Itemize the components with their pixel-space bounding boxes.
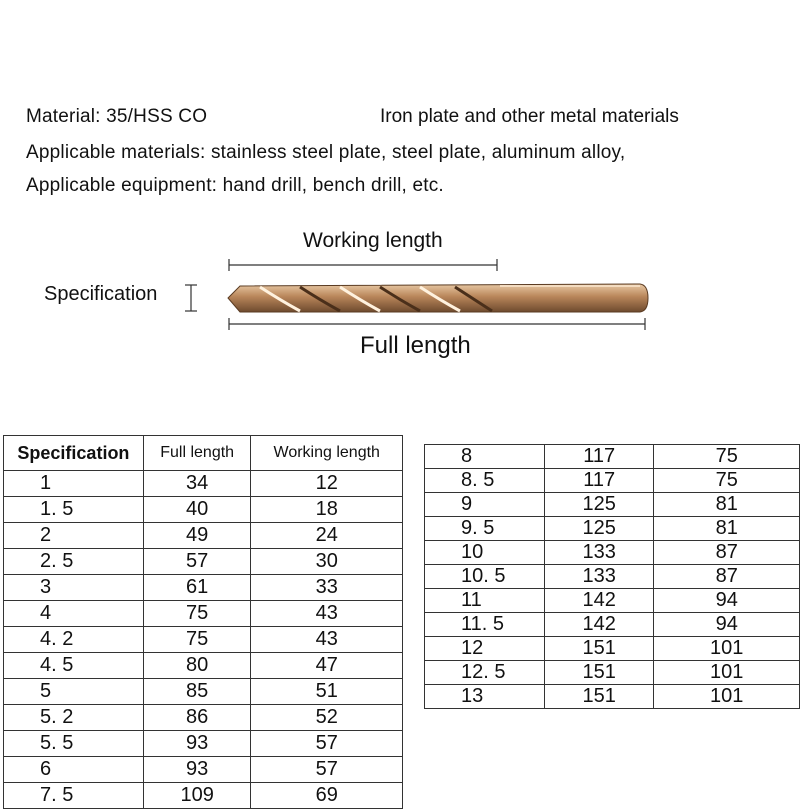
table-row (425, 685, 800, 709)
spec-table-right (424, 444, 800, 709)
cell-full-length: 142 (544, 589, 654, 613)
cell-specification: 9. 5 (425, 517, 545, 541)
cell-full-length: 34 (143, 471, 251, 497)
table-row (425, 541, 800, 565)
cell-working-length: 75 (654, 445, 800, 469)
cell-specification: 11 (425, 589, 545, 613)
cell-working-length: 81 (654, 493, 800, 517)
cell-specification: 10 (425, 541, 545, 565)
applicable-equipment-text: Applicable equipment: hand drill, bench drill, etc. (26, 175, 444, 196)
cell-specification: 6 (4, 757, 144, 783)
cell-working-length: 81 (654, 517, 800, 541)
cell-specification: 9 (425, 493, 545, 517)
table-row (425, 613, 800, 637)
cell-specification: 7. 5 (4, 783, 144, 809)
table-row (4, 679, 403, 705)
cell-full-length: 133 (544, 565, 654, 589)
cell-working-length: 47 (251, 653, 403, 679)
table-row (4, 575, 403, 601)
full-length-dimension (229, 318, 645, 330)
cell-full-length: 80 (143, 653, 251, 679)
cell-specification: 12 (425, 637, 545, 661)
cell-full-length: 57 (143, 549, 251, 575)
cell-specification: 13 (425, 685, 545, 709)
spec-table-left (3, 435, 403, 809)
table-row (425, 589, 800, 613)
cell-specification: 2 (4, 523, 144, 549)
header-working-length: Working length (251, 436, 403, 471)
table-row (4, 757, 403, 783)
cell-specification: 11. 5 (425, 613, 545, 637)
cell-specification: 8. 5 (425, 469, 545, 493)
header-specification: Specification (4, 436, 144, 471)
cell-specification: 10. 5 (425, 565, 545, 589)
table-row (425, 661, 800, 685)
cell-working-length: 12 (251, 471, 403, 497)
table-row (4, 497, 403, 523)
header-full-length: Full length (143, 436, 251, 471)
cell-specification: 8 (425, 445, 545, 469)
specification-label: Specification (44, 283, 158, 305)
table-row (425, 445, 800, 469)
table-row (4, 705, 403, 731)
cell-full-length: 75 (143, 601, 251, 627)
cell-full-length: 117 (544, 469, 654, 493)
cell-full-length: 49 (143, 523, 251, 549)
material-extra-text: Iron plate and other metal materials (380, 106, 679, 127)
table-row (425, 637, 800, 661)
table-row (4, 601, 403, 627)
cell-full-length: 133 (544, 541, 654, 565)
cell-specification: 4. 2 (4, 627, 144, 653)
cell-full-length: 109 (143, 783, 251, 809)
cell-full-length: 125 (544, 493, 654, 517)
cell-working-length: 43 (251, 601, 403, 627)
cell-specification: 4. 5 (4, 653, 144, 679)
table-row (425, 493, 800, 517)
specification-marker (185, 285, 197, 311)
full-length-label: Full length (360, 332, 471, 359)
cell-working-length: 101 (654, 661, 800, 685)
cell-working-length: 57 (251, 731, 403, 757)
table-row (425, 517, 800, 541)
cell-working-length: 30 (251, 549, 403, 575)
cell-working-length: 57 (251, 757, 403, 783)
table-row (425, 565, 800, 589)
table-row (4, 471, 403, 497)
cell-working-length: 24 (251, 523, 403, 549)
cell-full-length: 75 (143, 627, 251, 653)
table-row (4, 653, 403, 679)
cell-working-length: 75 (654, 469, 800, 493)
cell-working-length: 69 (251, 783, 403, 809)
cell-working-length: 43 (251, 627, 403, 653)
cell-working-length: 52 (251, 705, 403, 731)
table-row (4, 523, 403, 549)
table-row (425, 469, 800, 493)
cell-working-length: 18 (251, 497, 403, 523)
cell-specification: 5 (4, 679, 144, 705)
table-row (4, 627, 403, 653)
cell-specification: 1. 5 (4, 497, 144, 523)
cell-full-length: 85 (143, 679, 251, 705)
cell-full-length: 93 (143, 731, 251, 757)
cell-full-length: 151 (544, 661, 654, 685)
cell-specification: 4 (4, 601, 144, 627)
table-header-row (4, 436, 403, 471)
cell-full-length: 40 (143, 497, 251, 523)
cell-specification: 1 (4, 471, 144, 497)
cell-working-length: 33 (251, 575, 403, 601)
cell-specification: 12. 5 (425, 661, 545, 685)
table-row (4, 549, 403, 575)
cell-working-length: 94 (654, 589, 800, 613)
cell-working-length: 94 (654, 613, 800, 637)
table-row (4, 783, 403, 809)
table-row (4, 731, 403, 757)
material-text: Material: 35/HSS CO (26, 106, 208, 127)
cell-full-length: 125 (544, 517, 654, 541)
working-length-label: Working length (303, 229, 443, 252)
cell-working-length: 101 (654, 637, 800, 661)
cell-specification: 2. 5 (4, 549, 144, 575)
cell-specification: 5. 5 (4, 731, 144, 757)
cell-specification: 5. 2 (4, 705, 144, 731)
cell-full-length: 151 (544, 637, 654, 661)
cell-working-length: 87 (654, 541, 800, 565)
cell-full-length: 86 (143, 705, 251, 731)
cell-working-length: 51 (251, 679, 403, 705)
drill-bit-image (228, 284, 648, 312)
cell-full-length: 93 (143, 757, 251, 783)
cell-working-length: 87 (654, 565, 800, 589)
cell-full-length: 142 (544, 613, 654, 637)
cell-specification: 3 (4, 575, 144, 601)
cell-full-length: 117 (544, 445, 654, 469)
applicable-materials-text: Applicable materials: stainless steel plate, steel plate, aluminum alloy, (26, 142, 626, 163)
working-length-dimension (229, 259, 497, 271)
cell-full-length: 151 (544, 685, 654, 709)
cell-full-length: 61 (143, 575, 251, 601)
cell-working-length: 101 (654, 685, 800, 709)
